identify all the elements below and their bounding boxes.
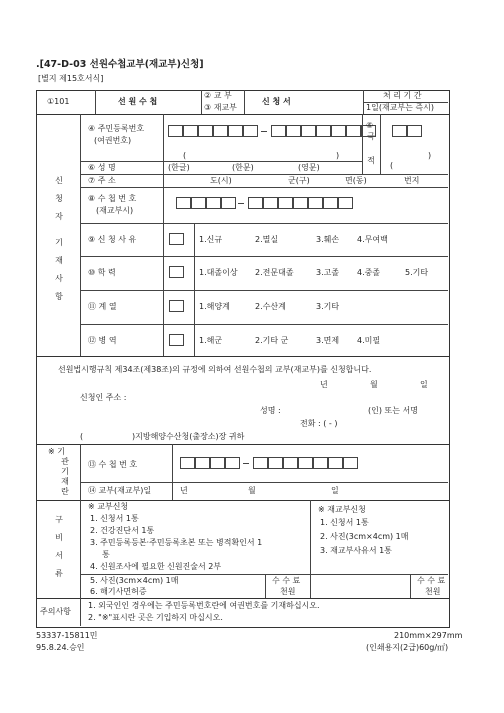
name-label: ⑥ 성 명 bbox=[88, 163, 116, 172]
form-title-b: 신 청 서 bbox=[262, 97, 291, 106]
field-option-3[interactable]: 3.기타 bbox=[316, 302, 340, 311]
issue-docs-heading: ※ 교부신청 bbox=[88, 502, 129, 511]
nationality-number: ⑤ bbox=[366, 121, 374, 130]
address-province[interactable]: 도(시) bbox=[210, 176, 232, 185]
issue-fee-unit: 천원 bbox=[280, 587, 296, 596]
reissue-doc-2: 2. 사진(3cm×4cm) 1매 bbox=[320, 532, 409, 541]
passport-number-label: (여권번호) bbox=[94, 136, 132, 145]
book-number-sub: (재교부시) bbox=[96, 206, 134, 215]
field-option-1[interactable]: 1.해양계 bbox=[199, 302, 230, 311]
education-checkbox[interactable] bbox=[169, 266, 184, 278]
military-option-3[interactable]: 3.면제 bbox=[316, 336, 340, 345]
address-town[interactable]: 면(동) bbox=[345, 176, 367, 185]
education-option-3[interactable]: 3.고졸 bbox=[316, 268, 340, 277]
form-title-a: 선 원 수 첩 bbox=[118, 97, 158, 106]
name-english[interactable]: (영문) bbox=[298, 163, 320, 172]
recipient-office[interactable]: )지방해양수산청(출장소)장 귀하 bbox=[132, 432, 245, 441]
military-label: ⑫ 병 역 bbox=[88, 336, 117, 345]
reason-checkbox[interactable] bbox=[169, 233, 184, 245]
paper-spec: (인쇄용지(2급)60g/㎡) bbox=[366, 643, 449, 652]
office-issue-date-label: ⑭ 교부(재교부)일 bbox=[88, 486, 152, 495]
education-option-4[interactable]: 4.중졸 bbox=[357, 268, 381, 277]
issue-doc-4: 4. 신원조사에 필요한 신원진술서 2부 bbox=[90, 562, 222, 571]
resident-number-label: ④ 주민등록번호 bbox=[88, 124, 145, 133]
declaration-statement: 선원법시행규칙 제34조(제38조)의 규정에 의하여 선원수첩의 교부(재교부)를 신청합니다. bbox=[58, 365, 372, 374]
form-serial: ①101 bbox=[47, 97, 70, 106]
issue-doc-2: 2. 건강진단서 1통 bbox=[90, 526, 155, 535]
applicant-address[interactable]: 신청인 주소 : bbox=[80, 393, 127, 402]
military-option-4[interactable]: 4.미필 bbox=[357, 336, 381, 345]
education-option-5[interactable]: 5.기타 bbox=[405, 268, 429, 277]
education-option-1[interactable]: 1.대졸이상 bbox=[199, 268, 238, 277]
address-county[interactable]: 군(구) bbox=[288, 176, 310, 185]
address-label: ⑦ 주 소 bbox=[88, 176, 116, 185]
approval-date: 95.8.24.승인 bbox=[36, 643, 85, 652]
military-option-1[interactable]: 1.해군 bbox=[199, 336, 223, 345]
field-label: ⑪ 계 열 bbox=[88, 302, 117, 311]
reissue-fee-label: 수 수 료 bbox=[417, 576, 446, 585]
nationality-label: 국 적 bbox=[367, 132, 375, 165]
declaration-month[interactable]: 월 bbox=[370, 380, 378, 389]
military-option-2[interactable]: 2.기타 군 bbox=[255, 336, 289, 345]
processing-period-label: 처 리 기 간 bbox=[383, 91, 422, 100]
option-issue: ② 교 부 bbox=[204, 91, 232, 100]
applicant-side-label: 신 청 자 기 재 사 항 bbox=[55, 176, 63, 301]
office-issue-day[interactable]: 일 bbox=[331, 486, 339, 495]
name-korean[interactable]: (한글) bbox=[168, 163, 190, 172]
education-label: ⑩ 학 력 bbox=[88, 268, 116, 277]
notes-label: 주의사항 bbox=[40, 607, 71, 616]
reissue-fee-unit: 천원 bbox=[425, 587, 441, 596]
office-side-label: 관 기 재 란 bbox=[61, 457, 69, 496]
book-number-label: ⑧ 수 첩 번 호 bbox=[88, 194, 137, 203]
office-book-number: ⑬ 수 첩 번 호 bbox=[88, 460, 138, 469]
field-checkbox[interactable] bbox=[169, 300, 184, 312]
issue-doc-3: 3. 주민등록등본·주민등록초본 또는 병적확인서 1 bbox=[90, 538, 263, 547]
applicant-name[interactable]: 성명 : bbox=[260, 406, 281, 415]
office-use-label: ※ 기 bbox=[48, 447, 65, 456]
reason-option-full[interactable]: 4.무여백 bbox=[357, 235, 388, 244]
issue-doc-1: 1. 신청서 1통 bbox=[90, 514, 139, 523]
education-option-2[interactable]: 2.전문대졸 bbox=[255, 268, 294, 277]
issue-doc-3-cont: 통 bbox=[102, 550, 110, 559]
applicant-phone[interactable]: 전화 : ( - ) bbox=[300, 419, 338, 428]
signature-field[interactable]: (인) 또는 서명 bbox=[368, 406, 418, 415]
issue-fee-label: 수 수 료 bbox=[272, 576, 301, 585]
form-code: 53337-15811민 bbox=[36, 631, 98, 640]
option-reissue: ③ 재교부 bbox=[204, 103, 237, 112]
documents-side-label: 구 비 서 류 bbox=[55, 515, 63, 578]
office-issue-year[interactable]: 년 bbox=[180, 486, 188, 495]
note-1: 1. 외국인인 경우에는 주민등록번호란에 여권번호를 기재하십시오. bbox=[88, 601, 320, 610]
reissue-docs-heading: ※ 재교부신청 bbox=[318, 505, 366, 514]
reason-label: ⑨ 신 청 사 유 bbox=[88, 235, 137, 244]
issue-doc-5: 5. 사진(3cm×4cm) 1매 bbox=[90, 576, 179, 585]
address-lot[interactable]: 번지 bbox=[404, 176, 420, 185]
form-number: [별지 제15호서식] bbox=[38, 74, 104, 83]
declaration-year[interactable]: 년 bbox=[320, 380, 328, 389]
note-2: 2. "※"표시란 곳은 기입하지 마십시오. bbox=[88, 613, 223, 622]
processing-period-value: 1일(재교부는 즉시) bbox=[366, 103, 434, 112]
issue-doc-6: 6. 해기사면허증 bbox=[90, 587, 147, 596]
reason-option-damaged[interactable]: 3.훼손 bbox=[316, 235, 340, 244]
reissue-doc-3: 3. 재교부사유서 1통 bbox=[320, 546, 392, 555]
military-checkbox[interactable] bbox=[169, 334, 184, 346]
document-title: .[47-D-03 선원수첩교부(재교부)신청] bbox=[36, 59, 204, 70]
reissue-doc-1: 1. 신청서 1통 bbox=[320, 518, 369, 527]
field-option-2[interactable]: 2.수산계 bbox=[255, 302, 286, 311]
office-issue-month[interactable]: 월 bbox=[248, 486, 256, 495]
reason-option-lost[interactable]: 2.멸실 bbox=[255, 235, 279, 244]
reason-option-new[interactable]: 1.신규 bbox=[199, 235, 223, 244]
paper-size: 210mm×297mm bbox=[394, 631, 463, 640]
declaration-day[interactable]: 일 bbox=[420, 380, 428, 389]
name-hanja[interactable]: (한문) bbox=[232, 163, 254, 172]
